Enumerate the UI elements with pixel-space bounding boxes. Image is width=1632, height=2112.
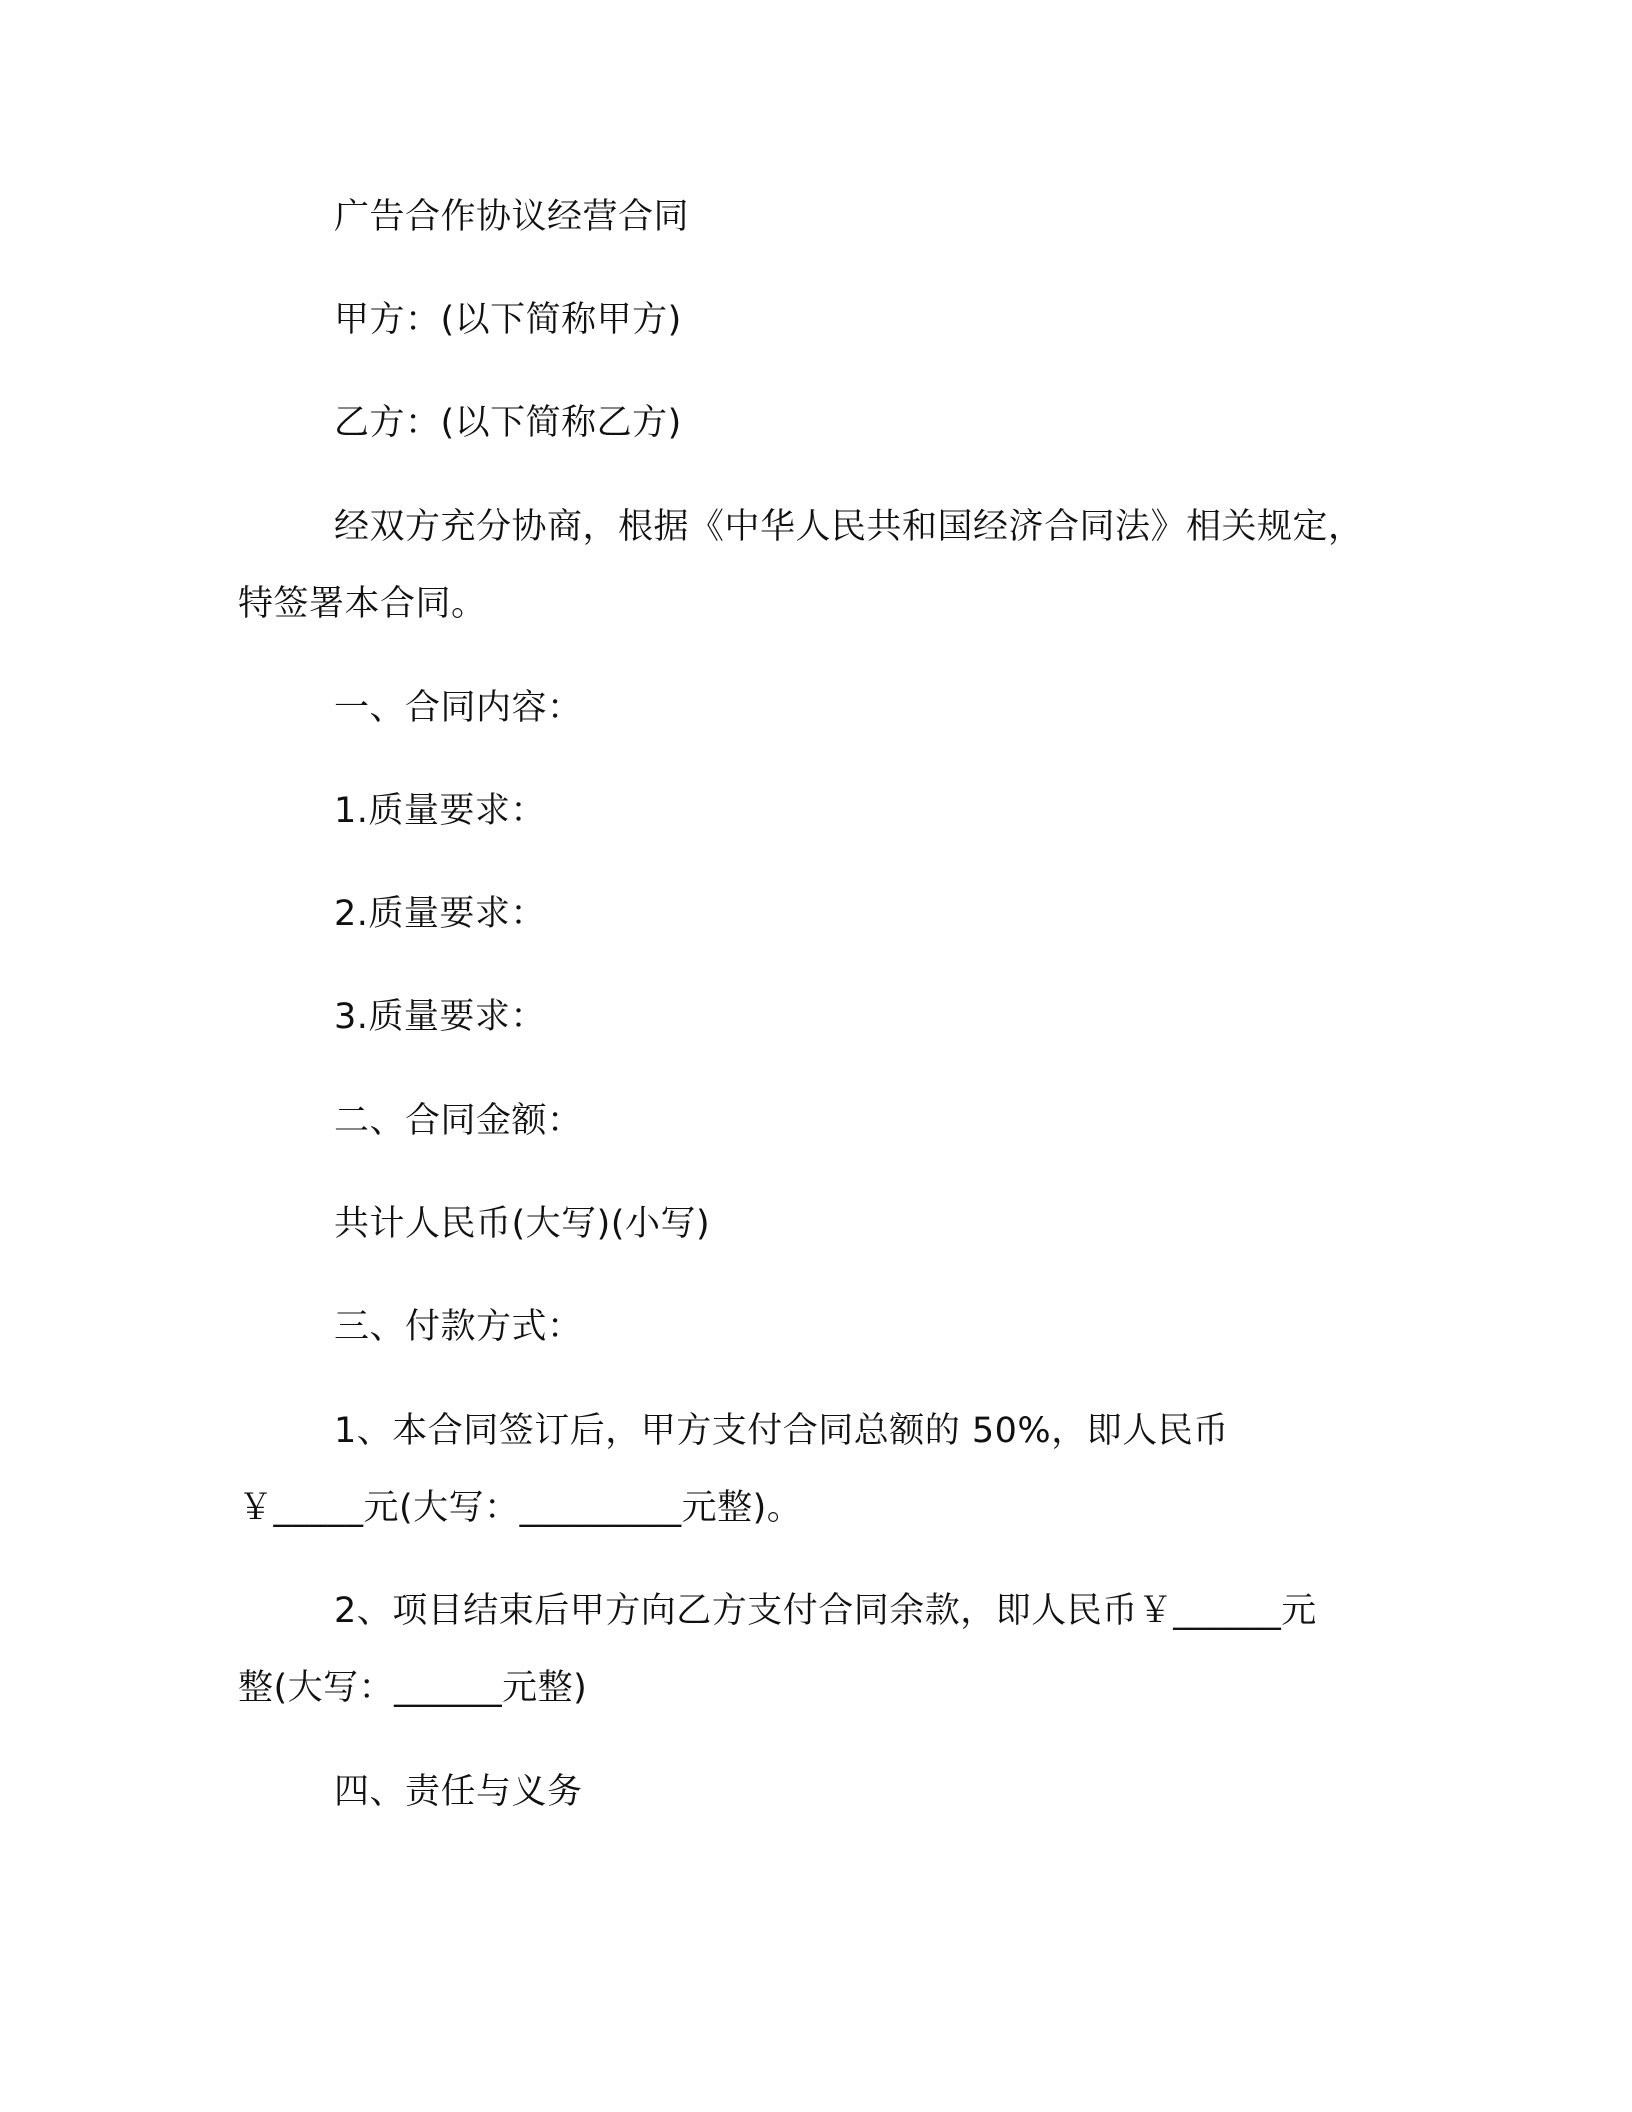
- section-3-heading: 三、付款方式：: [334, 1307, 583, 1347]
- amount-text: 共计人民币(大写)(小写): [334, 1204, 711, 1244]
- section-2-heading: 二、合同金额：: [334, 1101, 583, 1141]
- document-title: 广告合作协议经营合同: [334, 197, 690, 237]
- section-1-heading: 一、合同内容：: [334, 688, 583, 728]
- party-a-line: 甲方：(以下简称甲方): [334, 300, 682, 340]
- preamble-line-1: 经双方充分协商，根据《中华人民共和国经济合同法》相关规定，: [334, 507, 1364, 547]
- quality-item-1: 1.质量要求：: [334, 791, 546, 831]
- section-4-heading: 四、责任与义务: [334, 1772, 583, 1812]
- payment-2-line-2: 整(大写：______元整): [238, 1668, 588, 1708]
- quality-item-3: 3.质量要求：: [334, 997, 546, 1037]
- payment-1-line-2: ￥_____元(大写：_________元整)。: [238, 1488, 803, 1528]
- quality-item-2: 2.质量要求：: [334, 894, 546, 934]
- payment-1-line-1: 1、本合同签订后，甲方支付合同总额的 50%，即人民币: [334, 1411, 1229, 1451]
- party-b-line: 乙方：(以下简称乙方): [334, 403, 682, 443]
- payment-2-line-1: 2、项目结束后甲方向乙方支付合同余款，即人民币￥______元: [334, 1591, 1317, 1631]
- preamble-line-2: 特签署本合同。: [238, 584, 487, 624]
